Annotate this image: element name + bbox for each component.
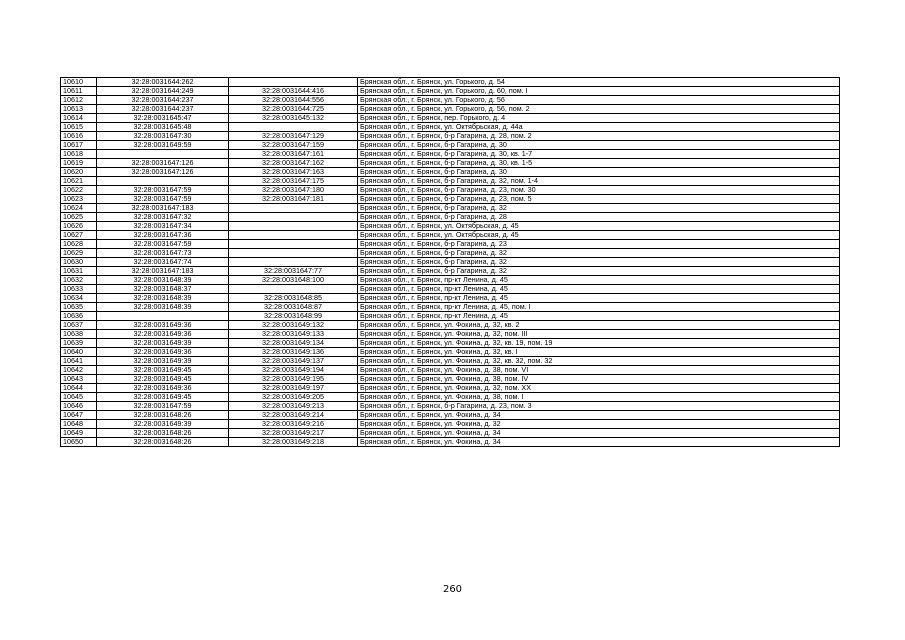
row-number-cell: 10646: [61, 402, 97, 411]
row-number-cell: 10630: [61, 258, 97, 267]
land-cadastral-number-cell: 32:28:0031649:45: [97, 366, 229, 375]
table-row: [61, 123, 840, 132]
row-number-cell: 10621: [61, 177, 97, 186]
land-cadastral-number-cell: 32:28:0031647:59: [97, 186, 229, 195]
table-row: [61, 204, 840, 213]
page-number: 260: [442, 584, 463, 595]
table-row: [61, 249, 840, 258]
row-number-cell: 10617: [61, 141, 97, 150]
land-cadastral-number-cell: 32:28:0031649:36: [97, 384, 229, 393]
row-number-cell: 10642: [61, 366, 97, 375]
building-cadastral-number-cell: 32:28:0031649:133: [229, 330, 358, 339]
address-cell: Брянская обл., г. Брянск, ул. Фокина, д. 38, пом. VI: [358, 366, 840, 375]
address-cell: Брянская обл., г. Брянск, ул. Октябрьская, д. 45: [358, 231, 840, 240]
row-number-cell: 10626: [61, 222, 97, 231]
address-cell: Брянская обл., г. Брянск, б-р Гагарина, д. 32: [358, 204, 840, 213]
land-cadastral-number-cell: 32:28:0031649:36: [97, 330, 229, 339]
register-table-body: [61, 78, 840, 447]
address-cell: Брянская обл., г. Брянск, ул. Фокина, д. 32, кв. 32, пом. 32: [358, 357, 840, 366]
land-cadastral-number-cell: 32:28:0031644:237: [97, 105, 229, 114]
row-number-cell: 10638: [61, 330, 97, 339]
address-cell: Брянская обл., г. Брянск, ул. Фокина, д. 32, кв. 2: [358, 321, 840, 330]
building-cadastral-number-cell: [229, 123, 358, 132]
building-cadastral-number-cell: 32:28:0031648:85: [229, 294, 358, 303]
table-row: [61, 411, 840, 420]
table-row: [61, 429, 840, 438]
building-cadastral-number-cell: 32:28:0031648:87: [229, 303, 358, 312]
table-row: [61, 222, 840, 231]
address-cell: Брянская обл., г. Брянск, пер. Горького, д. 4: [358, 114, 840, 123]
address-cell: Брянская обл., г. Брянск, ул. Фокина, д. 38, пом. IV: [358, 375, 840, 384]
row-number-cell: 10610: [61, 78, 97, 87]
address-cell: Брянская обл., г. Брянск, б-р Гагарина, д. 30: [358, 141, 840, 150]
table-row: [61, 393, 840, 402]
table-row: [61, 312, 840, 321]
row-number-cell: 10631: [61, 267, 97, 276]
table-row: [61, 303, 840, 312]
row-number-cell: 10620: [61, 168, 97, 177]
row-number-cell: 10640: [61, 348, 97, 357]
row-number-cell: 10639: [61, 339, 97, 348]
row-number-cell: 10612: [61, 96, 97, 105]
row-number-cell: 10634: [61, 294, 97, 303]
land-cadastral-number-cell: 32:28:0031647:183: [97, 267, 229, 276]
address-cell: Брянская обл., г. Брянск, б-р Гагарина, д. 30: [358, 168, 840, 177]
land-cadastral-number-cell: 32:28:0031647:30: [97, 132, 229, 141]
building-cadastral-number-cell: 32:28:0031649:132: [229, 321, 358, 330]
land-cadastral-number-cell: 32:28:0031647:59: [97, 240, 229, 249]
land-cadastral-number-cell: 32:28:0031647:59: [97, 402, 229, 411]
land-cadastral-number-cell: 32:28:0031648:26: [97, 438, 229, 447]
building-cadastral-number-cell: 32:28:0031649:217: [229, 429, 358, 438]
row-number-cell: 10619: [61, 159, 97, 168]
address-cell: Брянская обл., г. Брянск, б-р Гагарина, д. 28: [358, 213, 840, 222]
building-cadastral-number-cell: 32:28:0031644:416: [229, 87, 358, 96]
building-cadastral-number-cell: [229, 285, 358, 294]
building-cadastral-number-cell: [229, 213, 358, 222]
table-row: [61, 258, 840, 267]
address-cell: Брянская обл., г. Брянск, ул. Фокина, д. 32, кв. 19, пом. 19: [358, 339, 840, 348]
table-row: [61, 294, 840, 303]
address-cell: Брянская обл., г. Брянск, б-р Гагарина, д. 23: [358, 240, 840, 249]
address-cell: Брянская обл., г. Брянск, б-р Гагарина, д. 23, пом. 5: [358, 195, 840, 204]
building-cadastral-number-cell: 32:28:0031649:134: [229, 339, 358, 348]
table-row: [61, 285, 840, 294]
building-cadastral-number-cell: 32:28:0031649:136: [229, 348, 358, 357]
building-cadastral-number-cell: 32:28:0031649:137: [229, 357, 358, 366]
land-cadastral-number-cell: 32:28:0031644:249: [97, 87, 229, 96]
address-cell: Брянская обл., г. Брянск, ул. Фокина, д. 32, пом. XX: [358, 384, 840, 393]
address-cell: Брянская обл., г. Брянск, пр-кт Ленина, д. 45, пом. I: [358, 303, 840, 312]
land-cadastral-number-cell: 32:28:0031645:48: [97, 123, 229, 132]
address-cell: Брянская обл., г. Брянск, ул. Фокина, д. 32, кв. I: [358, 348, 840, 357]
land-cadastral-number-cell: 32:28:0031647:183: [97, 204, 229, 213]
building-cadastral-number-cell: 32:28:0031647:161: [229, 150, 358, 159]
row-number-cell: 10633: [61, 285, 97, 294]
table-row: [61, 231, 840, 240]
building-cadastral-number-cell: 32:28:0031647:163: [229, 168, 358, 177]
row-number-cell: 10647: [61, 411, 97, 420]
table-row: [61, 267, 840, 276]
building-cadastral-number-cell: 32:28:0031647:175: [229, 177, 358, 186]
row-number-cell: 10632: [61, 276, 97, 285]
address-cell: Брянская обл., г. Брянск, ул. Фокина, д. 32: [358, 420, 840, 429]
land-cadastral-number-cell: 32:28:0031648:39: [97, 303, 229, 312]
building-cadastral-number-cell: 32:28:0031649:213: [229, 402, 358, 411]
table-row: [61, 213, 840, 222]
building-cadastral-number-cell: 32:28:0031649:216: [229, 420, 358, 429]
table-row: [61, 321, 840, 330]
land-cadastral-number-cell: 32:28:0031647:73: [97, 249, 229, 258]
address-cell: Брянская обл., г. Брянск, пр-кт Ленина, д. 45: [358, 285, 840, 294]
row-number-cell: 10643: [61, 375, 97, 384]
address-cell: Брянская обл., г. Брянск, ул. Октябрьская, д. 44а: [358, 123, 840, 132]
table-row: [61, 186, 840, 195]
land-cadastral-number-cell: 32:28:0031647:36: [97, 231, 229, 240]
land-cadastral-number-cell: 32:28:0031649:45: [97, 393, 229, 402]
row-number-cell: 10650: [61, 438, 97, 447]
table-row: [61, 114, 840, 123]
address-cell: Брянская обл., г. Брянск, б-р Гагарина, д. 32, пом. 1-4: [358, 177, 840, 186]
address-cell: Брянская обл., г. Брянск, ул. Горького, д. 56: [358, 96, 840, 105]
land-cadastral-number-cell: 32:28:0031647:74: [97, 258, 229, 267]
land-cadastral-number-cell: 32:28:0031647:34: [97, 222, 229, 231]
table-row: [61, 141, 840, 150]
building-cadastral-number-cell: 32:28:0031649:197: [229, 384, 358, 393]
row-number-cell: 10614: [61, 114, 97, 123]
table-row: [61, 78, 840, 87]
table-row: [61, 159, 840, 168]
address-cell: Брянская обл., г. Брянск, б-р Гагарина, д. 32: [358, 249, 840, 258]
table-row: [61, 330, 840, 339]
table-row: [61, 96, 840, 105]
land-cadastral-number-cell: 32:28:0031645:47: [97, 114, 229, 123]
building-cadastral-number-cell: 32:28:0031647:162: [229, 159, 358, 168]
row-number-cell: 10613: [61, 105, 97, 114]
row-number-cell: 10637: [61, 321, 97, 330]
address-cell: Брянская обл., г. Брянск, ул. Фокина, д. 34: [358, 429, 840, 438]
building-cadastral-number-cell: 32:28:0031644:556: [229, 96, 358, 105]
building-cadastral-number-cell: [229, 204, 358, 213]
land-cadastral-number-cell: 32:28:0031648:26: [97, 411, 229, 420]
table-row: [61, 276, 840, 285]
land-cadastral-number-cell: 32:28:0031649:39: [97, 357, 229, 366]
building-cadastral-number-cell: [229, 249, 358, 258]
row-number-cell: 10649: [61, 429, 97, 438]
row-number-cell: 10627: [61, 231, 97, 240]
address-cell: Брянская обл., г. Брянск, б-р Гагарина, д. 30, кв. 1-7: [358, 150, 840, 159]
building-cadastral-number-cell: [229, 258, 358, 267]
address-cell: Брянская обл., г. Брянск, ул. Фокина, д. 34: [358, 438, 840, 447]
table-row: [61, 384, 840, 393]
row-number-cell: 10622: [61, 186, 97, 195]
building-cadastral-number-cell: 32:28:0031645:132: [229, 114, 358, 123]
land-cadastral-number-cell: [97, 150, 229, 159]
row-number-cell: 10624: [61, 204, 97, 213]
address-cell: Брянская обл., г. Брянск, б-р Гагарина, д. 32: [358, 267, 840, 276]
building-cadastral-number-cell: 32:28:0031648:99: [229, 312, 358, 321]
address-cell: Брянская обл., г. Брянск, ул. Фокина, д. 32, пом. III: [358, 330, 840, 339]
row-number-cell: 10628: [61, 240, 97, 249]
building-cadastral-number-cell: 32:28:0031647:180: [229, 186, 358, 195]
land-cadastral-number-cell: 32:28:0031647:59: [97, 195, 229, 204]
building-cadastral-number-cell: 32:28:0031647:181: [229, 195, 358, 204]
land-cadastral-number-cell: 32:28:0031648:37: [97, 285, 229, 294]
land-cadastral-number-cell: 32:28:0031644:237: [97, 96, 229, 105]
table-row: [61, 375, 840, 384]
row-number-cell: 10618: [61, 150, 97, 159]
building-cadastral-number-cell: 32:28:0031644:725: [229, 105, 358, 114]
row-number-cell: 10644: [61, 384, 97, 393]
land-cadastral-number-cell: 32:28:0031649:39: [97, 420, 229, 429]
row-number-cell: 10625: [61, 213, 97, 222]
address-cell: Брянская обл., г. Брянск, пр-кт Ленина, д. 45: [358, 294, 840, 303]
land-cadastral-number-cell: 32:28:0031649:59: [97, 141, 229, 150]
building-cadastral-number-cell: 32:28:0031647:77: [229, 267, 358, 276]
table-row: [61, 366, 840, 375]
land-cadastral-number-cell: 32:28:0031648:26: [97, 429, 229, 438]
land-cadastral-number-cell: 32:28:0031647:126: [97, 168, 229, 177]
row-number-cell: 10641: [61, 357, 97, 366]
address-cell: Брянская обл., г. Брянск, б-р Гагарина, д. 23, пом. 30: [358, 186, 840, 195]
row-number-cell: 10629: [61, 249, 97, 258]
building-cadastral-number-cell: 32:28:0031649:214: [229, 411, 358, 420]
building-cadastral-number-cell: [229, 222, 358, 231]
table-row: [61, 105, 840, 114]
building-cadastral-number-cell: 32:28:0031648:100: [229, 276, 358, 285]
table-row: [61, 195, 840, 204]
building-cadastral-number-cell: 32:28:0031647:129: [229, 132, 358, 141]
building-cadastral-number-cell: 32:28:0031649:195: [229, 375, 358, 384]
table-row: [61, 357, 840, 366]
table-row: [61, 87, 840, 96]
row-number-cell: 10648: [61, 420, 97, 429]
register-table: [60, 77, 840, 447]
address-cell: Брянская обл., г. Брянск, б-р Гагарина, д. 28, пом. 2: [358, 132, 840, 141]
building-cadastral-number-cell: [229, 78, 358, 87]
land-cadastral-number-cell: 32:28:0031649:36: [97, 348, 229, 357]
building-cadastral-number-cell: [229, 231, 358, 240]
land-cadastral-number-cell: [97, 312, 229, 321]
address-cell: Брянская обл., г. Брянск, ул. Октябрьская, д. 45: [358, 222, 840, 231]
table-row: [61, 168, 840, 177]
land-cadastral-number-cell: 32:28:0031647:32: [97, 213, 229, 222]
building-cadastral-number-cell: 32:28:0031649:205: [229, 393, 358, 402]
table-row: [61, 339, 840, 348]
land-cadastral-number-cell: 32:28:0031647:126: [97, 159, 229, 168]
land-cadastral-number-cell: 32:28:0031649:36: [97, 321, 229, 330]
land-cadastral-number-cell: 32:28:0031649:45: [97, 375, 229, 384]
land-cadastral-number-cell: [97, 177, 229, 186]
address-cell: Брянская обл., г. Брянск, ул. Горького, д. 60, пом. I: [358, 87, 840, 96]
address-cell: Брянская обл., г. Брянск, ул. Фокина, д. 34: [358, 411, 840, 420]
building-cadastral-number-cell: 32:28:0031649:194: [229, 366, 358, 375]
land-cadastral-number-cell: 32:28:0031649:39: [97, 339, 229, 348]
table-row: [61, 132, 840, 141]
table-row: [61, 348, 840, 357]
row-number-cell: 10611: [61, 87, 97, 96]
row-number-cell: 10645: [61, 393, 97, 402]
row-number-cell: 10623: [61, 195, 97, 204]
table-row: [61, 177, 840, 186]
table-row: [61, 150, 840, 159]
land-cadastral-number-cell: 32:28:0031648:39: [97, 294, 229, 303]
building-cadastral-number-cell: 32:28:0031649:218: [229, 438, 358, 447]
building-cadastral-number-cell: 32:28:0031647:159: [229, 141, 358, 150]
row-number-cell: 10635: [61, 303, 97, 312]
table-row: [61, 438, 840, 447]
land-cadastral-number-cell: 32:28:0031648:39: [97, 276, 229, 285]
table-row: [61, 402, 840, 411]
address-cell: Брянская обл., г. Брянск, ул. Горького, д. 54: [358, 78, 840, 87]
address-cell: Брянская обл., г. Брянск, б-р Гагарина, д. 32: [358, 258, 840, 267]
address-cell: Брянская обл., г. Брянск, б-р Гагарина, д. 23, пом. 3: [358, 402, 840, 411]
row-number-cell: 10636: [61, 312, 97, 321]
address-cell: Брянская обл., г. Брянск, пр-кт Ленина, д. 45: [358, 312, 840, 321]
table-row: [61, 420, 840, 429]
address-cell: Брянская обл., г. Брянск, пр-кт Ленина, д. 45: [358, 276, 840, 285]
address-cell: Брянская обл., г. Брянск, ул. Горького, д. 56, пом. 2: [358, 105, 840, 114]
address-cell: Брянская обл., г. Брянск, б-р Гагарина, д. 30, кв. 1-5: [358, 159, 840, 168]
land-cadastral-number-cell: 32:28:0031644:262: [97, 78, 229, 87]
row-number-cell: 10615: [61, 123, 97, 132]
table-row: [61, 240, 840, 249]
row-number-cell: 10616: [61, 132, 97, 141]
building-cadastral-number-cell: [229, 240, 358, 249]
address-cell: Брянская обл., г. Брянск, ул. Фокина, д. 38, пом. I: [358, 393, 840, 402]
